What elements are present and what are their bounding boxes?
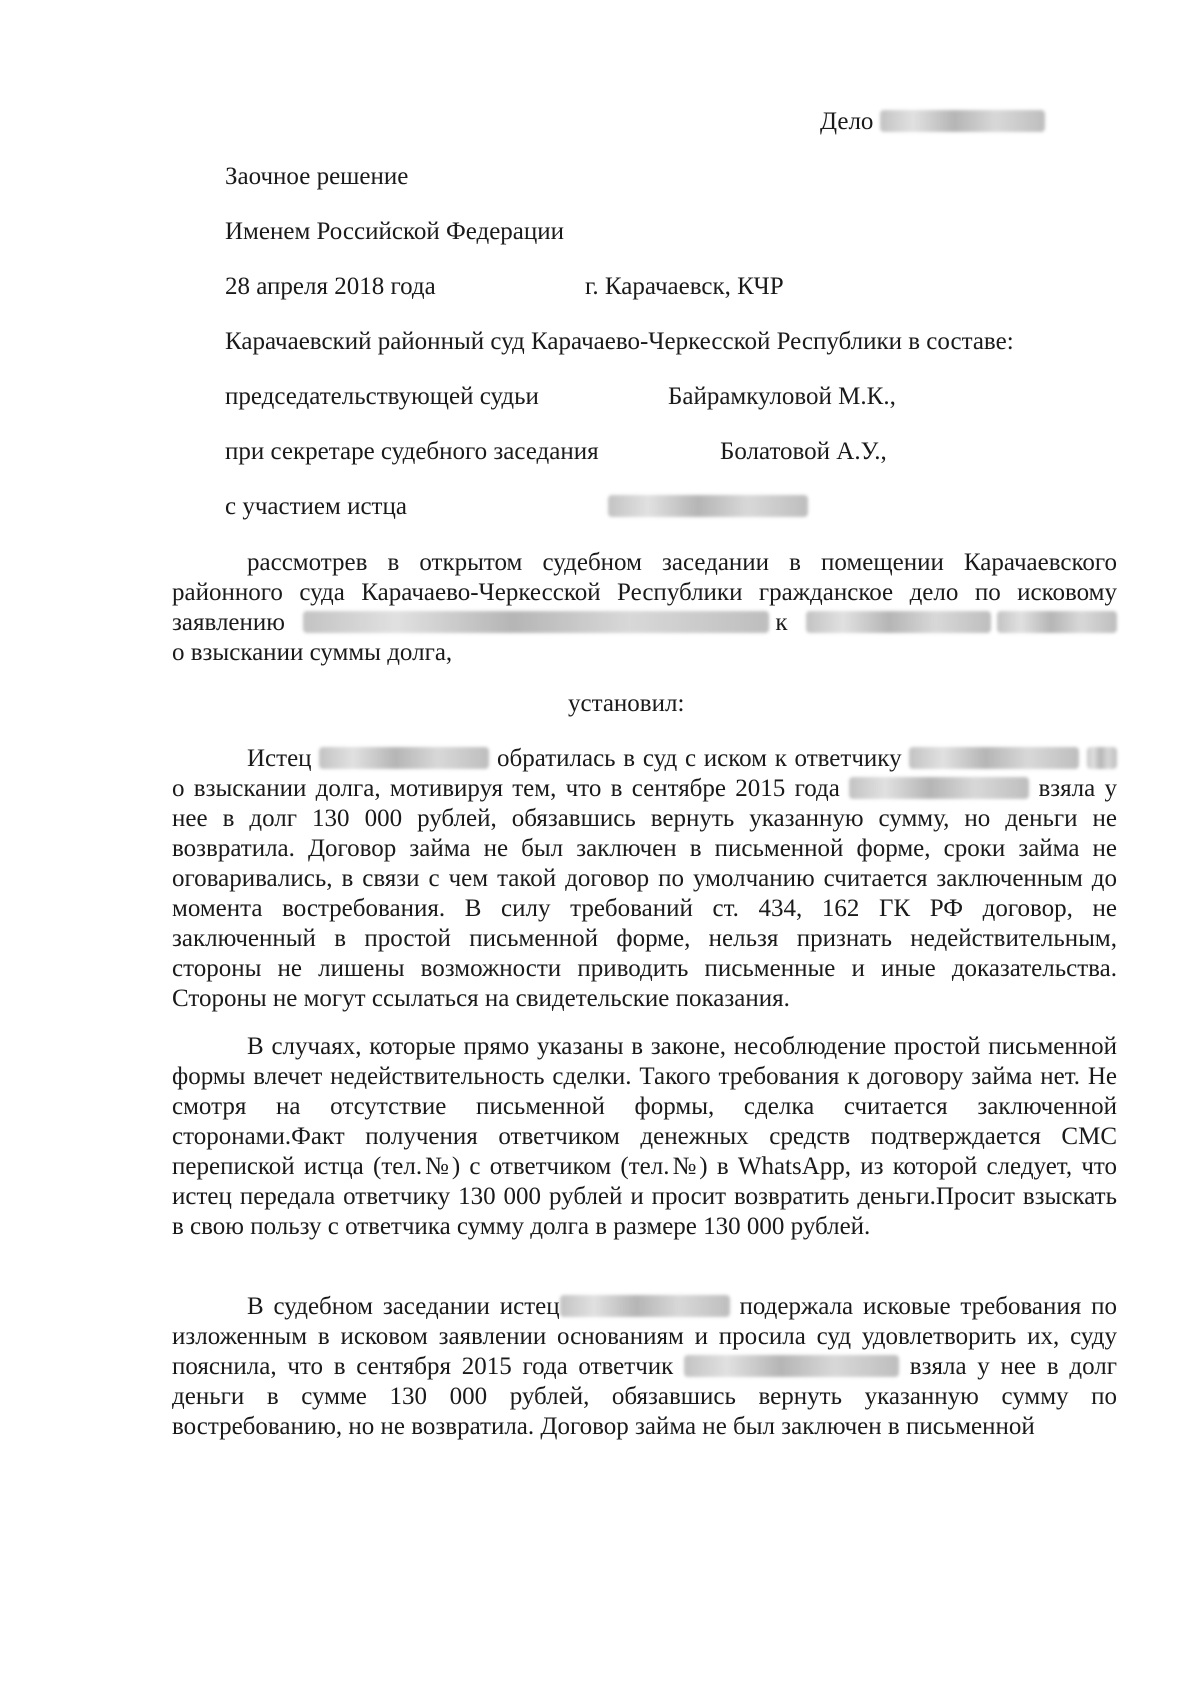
p3-text-b: подержала исковые требования по изложенным в исковом заявлении основаниям и просила суд удовлетворить их, суду пояснила, что в сентября 2015 года ответчик xyxy=(172,1293,1118,1380)
defendant-redaction-p1b xyxy=(1087,747,1117,769)
case-number-redaction xyxy=(880,110,1045,132)
p1-text-b: обратилась в суд с иском к ответчику xyxy=(497,745,902,772)
defendant-name-redaction xyxy=(806,611,991,633)
paragraph-3 xyxy=(172,1292,1117,1442)
intro-part2: о взыскании суммы долга, xyxy=(172,639,453,666)
p1-text-c: о взыскании долга, мотивируя тем, что в сентябре 2015 года xyxy=(172,775,840,802)
secretary-name: Болатовой А.У., xyxy=(720,438,887,465)
p1-text-d: взяла у нее в долг 130 000 рублей, обязавшись вернуть указанную сумму, но деньги не возвратила. Договор займа не был заключен в письменной форме, сроки займа не оговаривались, в связи с чем такой договор по умолчанию считается заключенным до момента востребования. В силу требований ст. 434, 162 ГК РФ договор, не заключенный в простой письменной форме, нельзя признать недействительным, стороны не лишены возможности приводить письменные и иные доказательства. Стороны не могут ссылаться на свидетельские показания. xyxy=(172,775,1118,1012)
intro-connector: к xyxy=(775,609,788,636)
defendant-redaction-p1c xyxy=(849,777,1029,799)
intro-part1: рассмотрев в открытом судебном заседании в помещении Карачаевского районного суда Карачаево-Черкесской Республики гражданское дело по исковому заявлению xyxy=(172,549,1117,636)
paragraph-1 xyxy=(172,744,1117,1014)
plaintiff-redaction-p3 xyxy=(560,1295,730,1317)
plaintiff-name-redaction xyxy=(608,495,808,517)
defendant-redaction-p1a xyxy=(909,747,1079,769)
plaintiff-name-line xyxy=(608,492,808,522)
case-number-line xyxy=(820,107,1045,137)
plaintiff-redaction-p1 xyxy=(319,747,489,769)
plaintiff-full-redaction xyxy=(303,611,769,633)
p1-text-a: Истец xyxy=(247,745,312,772)
p3-text-c: взяла у нее в долг деньги в сумме 130 000 рублей, обязавшись вернуть указанную сумму по востребованию, но не возвратила. Договор займа не был заключен в письменной xyxy=(172,1353,1118,1440)
decision-place: г. Карачаевск, КЧР xyxy=(585,273,784,300)
intro-paragraph xyxy=(172,548,1117,668)
plaintiff-role: с участием истца xyxy=(225,493,407,520)
p3-text-a: В судебном заседании истец xyxy=(247,1293,560,1320)
established-heading: установил: xyxy=(568,690,685,717)
defendant-redaction-p3 xyxy=(684,1355,899,1377)
decision-title: Заочное решение xyxy=(225,163,409,190)
case-label: Дело xyxy=(820,108,874,135)
authority-line: Именем Российской Федерации xyxy=(225,218,565,245)
decision-date: 28 апреля 2018 года xyxy=(225,273,436,300)
judge-name: Байрамкуловой М.К., xyxy=(668,383,896,410)
secretary-role: при секретаре судебного заседания xyxy=(225,438,599,465)
defendant-name-redaction-2 xyxy=(997,611,1117,633)
court-composition: Карачаевский районный суд Карачаево-Черкесской Республики в составе: xyxy=(225,328,1014,355)
paragraph-2: В случаях, которые прямо указаны в законе, несоблюдение простой письменной формы влечет недействительность сделки. Такого требования к договору займа нет. Не смотря на отсутствие письменной формы, сделка считается заключенной сторонами.Факт получения ответчиком денежных средств подтверждается СМС перепиской истца (тел.№) с ответчиком (тел.№) в WhatsApp, из которой следует, что истец передала ответчику 130 000 рублей и просит возвратить деньги.Просит взыскать в свою пользу с ответчика сумму долга в размере 130 000 рублей. xyxy=(172,1033,1117,1240)
judge-role: председательствующей судьи xyxy=(225,383,539,410)
